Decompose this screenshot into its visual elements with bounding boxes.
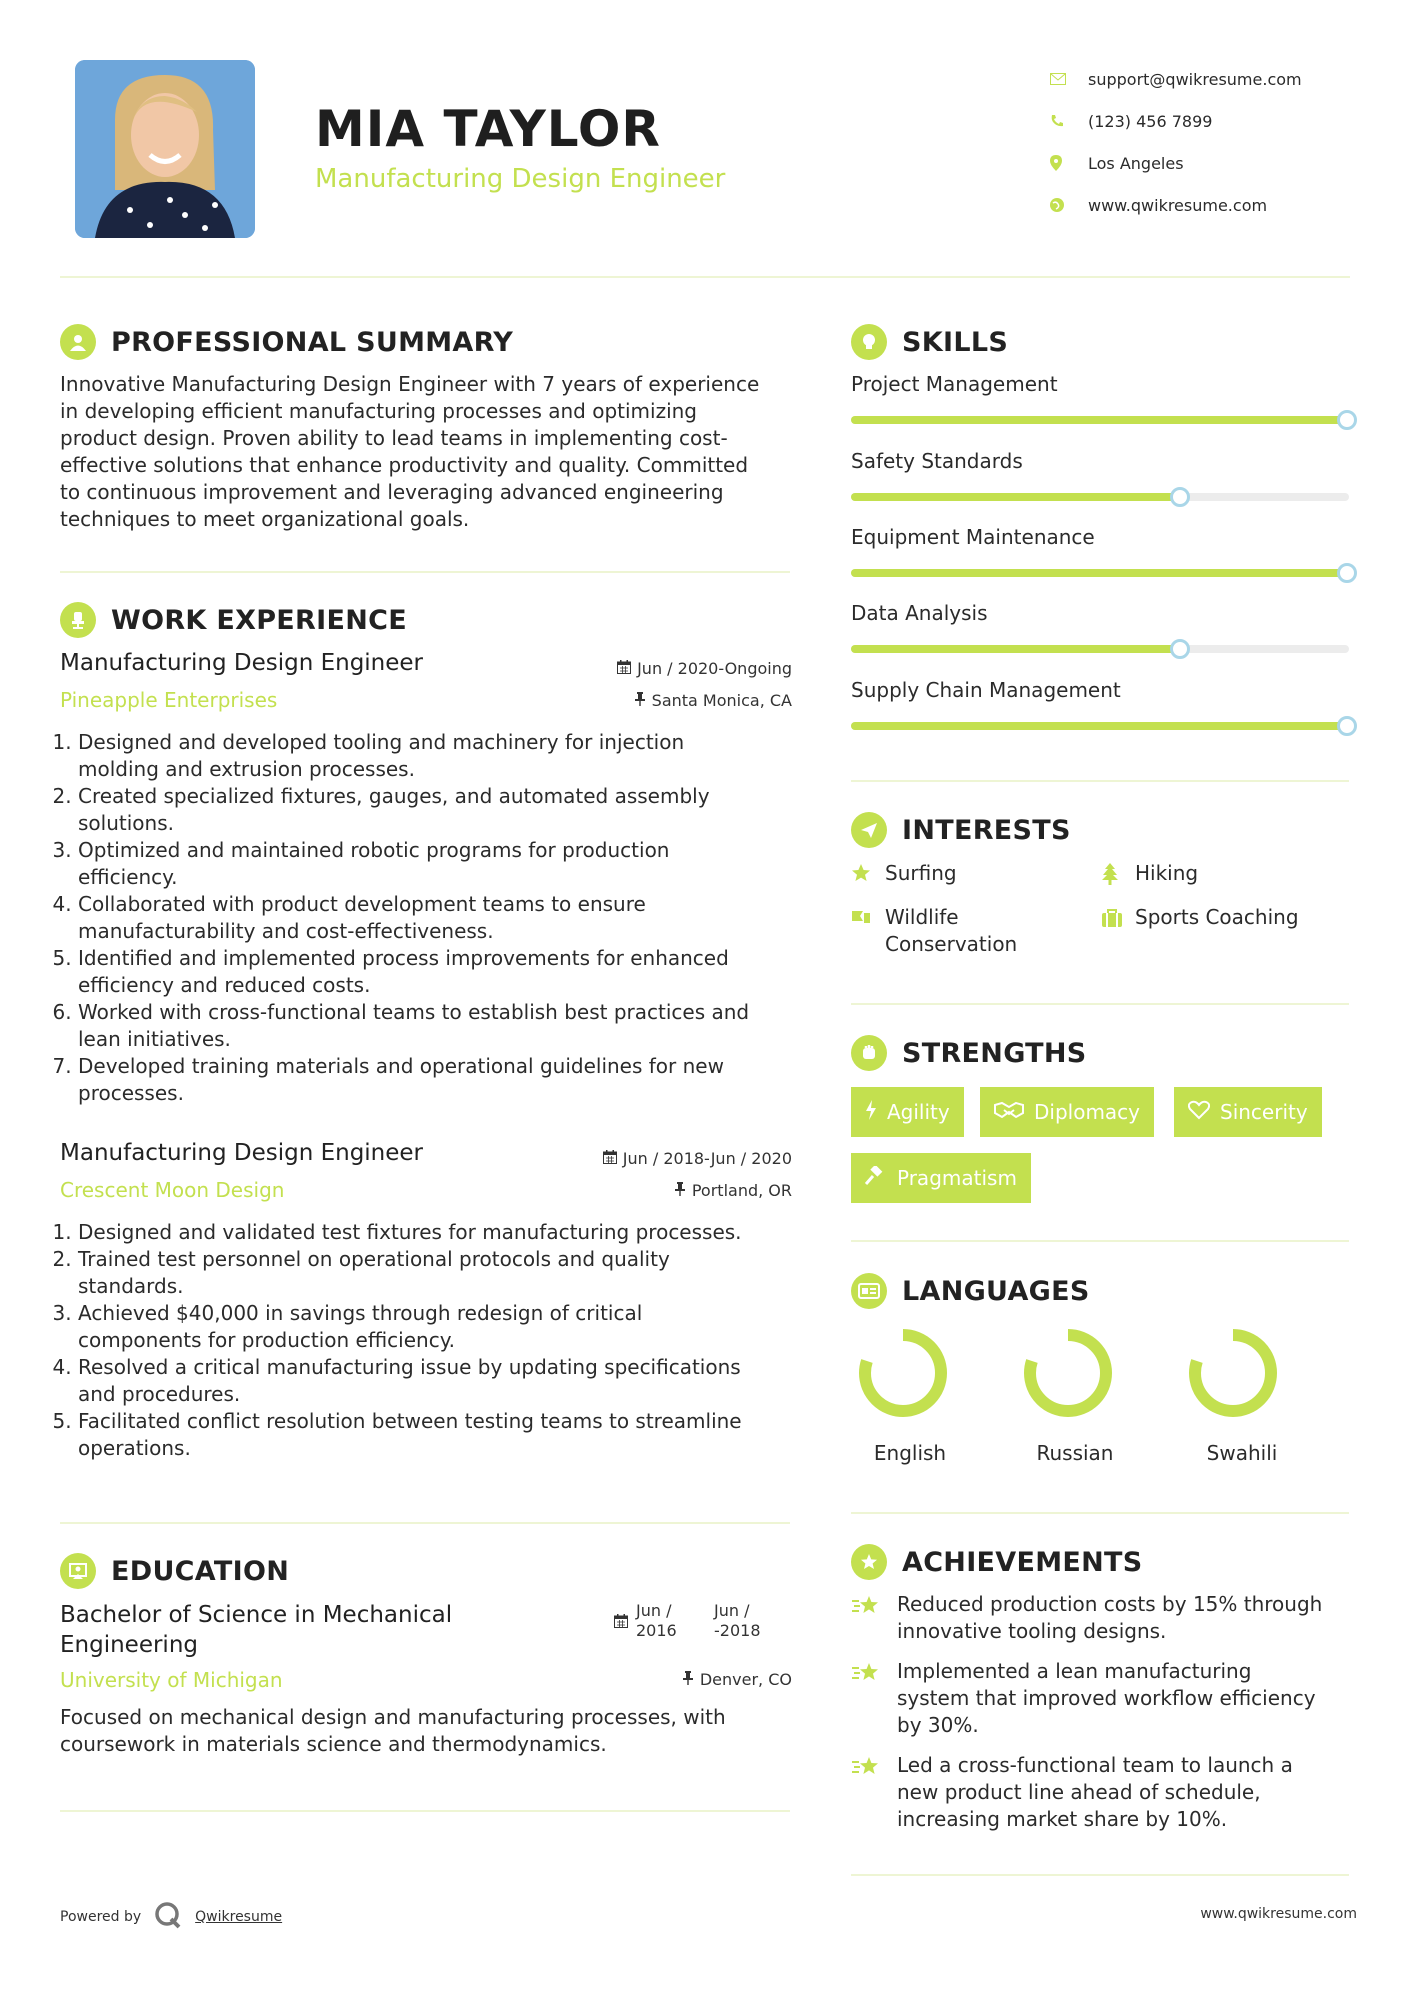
languages-heading-text: LANGUAGES xyxy=(902,1275,1090,1307)
list-item xyxy=(78,1408,800,1462)
skill-bar-knob[interactable] xyxy=(1337,716,1357,736)
calendar-icon xyxy=(614,1601,628,1641)
duty-line: 2. Trained test personnel on operational protocols and quality xyxy=(78,1247,670,1271)
skill-bar-fill xyxy=(851,493,1180,501)
contact-phone[interactable] xyxy=(1050,100,1390,142)
fist-icon xyxy=(851,1035,887,1071)
job-location xyxy=(500,1181,792,1200)
email-text: support@qwikresume.com xyxy=(1088,69,1302,89)
skill-name: Project Management xyxy=(851,372,1058,396)
skills-heading-text: SKILLS xyxy=(902,326,1009,358)
achievement-item xyxy=(851,1658,1316,1739)
duty-line: 5. Facilitated conflict resolution between testing teams to streamline xyxy=(78,1409,742,1433)
summary-line: techniques to meet organizational goals. xyxy=(60,507,470,531)
strength-label: Pragmatism xyxy=(897,1166,1017,1190)
list-item xyxy=(78,783,800,837)
list-item xyxy=(78,1354,800,1408)
qwikresume-link[interactable]: Qwikresume xyxy=(195,1909,283,1925)
envelope-icon xyxy=(1050,73,1088,85)
achievements-heading xyxy=(851,1544,1143,1580)
duty-line: 1. Designed and validated test fixtures for manufacturing processes. xyxy=(78,1220,742,1244)
duty-line: 1. Designed and developed tooling and machinery for injection xyxy=(78,730,685,754)
flag-icon xyxy=(851,904,885,958)
strength-tag-diplomacy xyxy=(980,1087,1154,1137)
summary-line: effective solutions that enhance productivity and quality. Committed xyxy=(60,453,749,477)
list-item xyxy=(78,999,800,1053)
strengths-divider xyxy=(851,1240,1349,1242)
languages-divider xyxy=(851,1512,1349,1514)
education-divider xyxy=(60,1810,790,1812)
list-item xyxy=(78,1219,800,1246)
profile-photo xyxy=(75,60,255,238)
job-dates-text: Jun / 2018-Jun / 2020 xyxy=(622,1149,792,1168)
degree xyxy=(60,1600,452,1660)
duty-line: solutions. xyxy=(78,811,174,835)
pin-icon xyxy=(634,691,646,710)
summary-heading xyxy=(60,324,513,360)
education-heading-text: EDUCATION xyxy=(111,1555,290,1587)
shooting-star-icon xyxy=(851,1752,897,1833)
summary-line: in developing efficient manufacturing processes and optimizing xyxy=(60,399,698,423)
powered-by-text: Powered by xyxy=(60,1909,142,1925)
duty-line: manufacturability and cost-effectiveness. xyxy=(78,919,494,943)
language-ring xyxy=(1188,1328,1278,1418)
school: University of Michigan xyxy=(60,1668,283,1692)
contact-website[interactable] xyxy=(1050,184,1390,226)
languages-heading xyxy=(851,1273,1090,1309)
tree-icon xyxy=(1101,860,1135,892)
trophy-star-icon xyxy=(851,1544,887,1580)
shooting-star-icon xyxy=(851,1591,897,1645)
work-heading xyxy=(60,602,407,638)
interest-label xyxy=(885,904,1017,958)
list-item xyxy=(78,837,800,891)
interest-line: Wildlife xyxy=(885,905,959,929)
skill-bar xyxy=(851,416,1349,424)
achievement-item xyxy=(851,1752,1293,1833)
edu-end-year: -2018 xyxy=(714,1621,761,1640)
work-divider xyxy=(60,1522,790,1524)
edu-desc-line: coursework in materials science and thermodynamics. xyxy=(60,1732,607,1756)
degree-line: Engineering xyxy=(60,1632,198,1658)
skill-bar-fill xyxy=(851,645,1180,653)
candidate-name: MIA TAYLOR xyxy=(315,100,661,158)
job-location xyxy=(500,691,792,710)
duty-line: 5. Identified and implemented process improvements for enhanced xyxy=(78,946,729,970)
job-location-text: Santa Monica, CA xyxy=(651,691,792,710)
lightning-icon xyxy=(865,1100,877,1125)
strengths-heading-text: STRENGTHS xyxy=(902,1037,1087,1069)
list-item xyxy=(78,1300,800,1354)
duty-line: operations. xyxy=(78,1436,191,1460)
header-divider xyxy=(60,276,1350,278)
summary-divider xyxy=(60,571,790,573)
interest-line: Hiking xyxy=(1135,861,1199,885)
list-item xyxy=(78,1053,800,1107)
interest-item xyxy=(851,904,1017,958)
education-dates xyxy=(614,1601,761,1641)
graduation-icon xyxy=(60,1553,96,1589)
duty-line: 4. Collaborated with product development teams to ensure xyxy=(78,892,646,916)
qwikresume-logo-icon xyxy=(153,1900,183,1934)
language-name: English xyxy=(873,1441,947,1465)
interest-label xyxy=(1135,904,1299,934)
interest-label xyxy=(885,860,957,890)
skill-bar xyxy=(851,569,1349,577)
edu-start-year: 2016 xyxy=(636,1621,677,1640)
list-item xyxy=(78,729,800,783)
duty-line: efficiency. xyxy=(78,865,178,889)
shooting-star-icon xyxy=(851,1658,897,1739)
achievement-line: new product line ahead of schedule, xyxy=(897,1780,1261,1804)
interest-line: Conservation xyxy=(885,932,1018,956)
language-icon xyxy=(851,1273,887,1309)
lightbulb-icon xyxy=(851,324,887,360)
heart-icon xyxy=(1188,1100,1210,1125)
skill-bar-knob[interactable] xyxy=(1170,639,1190,659)
interest-item xyxy=(1101,904,1299,934)
duty-line: standards. xyxy=(78,1274,184,1298)
edu-start xyxy=(636,1601,706,1641)
skill-bar xyxy=(851,722,1349,730)
strength-label: Sincerity xyxy=(1220,1100,1308,1124)
interest-line: Surfing xyxy=(885,861,957,885)
contact-list xyxy=(1050,58,1390,226)
interests-divider xyxy=(851,1003,1349,1005)
pin-icon xyxy=(674,1181,686,1200)
duty-line: molding and extrusion processes. xyxy=(78,757,415,781)
achievement-line: Reduced production costs by 15% through xyxy=(897,1592,1323,1616)
interest-line: Sports Coaching xyxy=(1135,905,1299,929)
education-description xyxy=(60,1704,800,1758)
summary-line: product design. Proven ability to lead teams in implementing cost- xyxy=(60,426,728,450)
skill-name: Supply Chain Management xyxy=(851,678,1121,702)
language-ring xyxy=(858,1328,948,1418)
duty-line: components for production efficiency. xyxy=(78,1328,456,1352)
footer-website[interactable]: www.qwikresume.com xyxy=(1200,1906,1357,1922)
job-role: Manufacturing Design Engineer xyxy=(60,1140,424,1166)
job-location-text: Portland, OR xyxy=(691,1181,792,1200)
briefcase-icon xyxy=(1101,904,1135,934)
strengths-heading xyxy=(851,1035,1087,1071)
education-heading xyxy=(60,1553,289,1589)
achievement-line: innovative tooling designs. xyxy=(897,1619,1167,1643)
skill-bar-fill xyxy=(851,416,1349,424)
edu-end xyxy=(714,1601,761,1641)
summary-line: Innovative Manufacturing Design Engineer with 7 years of experience xyxy=(60,372,760,396)
achievements-heading-text: ACHIEVEMENTS xyxy=(902,1546,1143,1578)
handshake-icon xyxy=(994,1100,1024,1124)
list-item xyxy=(78,891,800,945)
skill-bar-fill xyxy=(851,722,1349,730)
duty-line: and procedures. xyxy=(78,1382,241,1406)
strength-label: Agility xyxy=(887,1100,950,1124)
duty-line: 3. Optimized and maintained robotic programs for production xyxy=(78,838,670,862)
interest-item xyxy=(1101,860,1198,892)
skill-bar xyxy=(851,645,1349,653)
achievement-line: Led a cross-functional team to launch a xyxy=(897,1753,1293,1777)
website-text: www.qwikresume.com xyxy=(1088,195,1268,215)
duty-line: 6. Worked with cross-functional teams to establish best practices and xyxy=(78,1000,750,1024)
chair-icon xyxy=(60,602,96,638)
skills-divider xyxy=(851,780,1349,782)
job-company: Pineapple Enterprises xyxy=(60,688,278,712)
strength-tag-sincerity xyxy=(1174,1087,1322,1137)
skill-bar-knob[interactable] xyxy=(1170,487,1190,507)
achievements-divider xyxy=(851,1874,1349,1876)
pin-icon xyxy=(682,1670,694,1689)
achievement-item xyxy=(851,1591,1322,1645)
footer-powered-by xyxy=(60,1900,282,1934)
work-heading-text: WORK EXPERIENCE xyxy=(111,604,407,636)
phone-icon xyxy=(1050,114,1088,128)
skill-name: Safety Standards xyxy=(851,449,1023,473)
job-duties xyxy=(60,1219,800,1462)
duty-line: 3. Achieved $40,000 in savings through redesign of critical xyxy=(78,1301,643,1325)
edu-end-month: Jun / xyxy=(714,1601,750,1620)
duty-line: 7. Developed training materials and operational guidelines for new xyxy=(78,1054,724,1078)
summary-heading-text: PROFESSIONAL SUMMARY xyxy=(111,326,514,358)
achievement-text xyxy=(897,1752,1293,1833)
achievement-line: system that improved workflow efficiency xyxy=(897,1686,1316,1710)
contact-location xyxy=(1050,142,1390,184)
duty-line: lean initiatives. xyxy=(78,1027,231,1051)
job-dates xyxy=(500,659,792,678)
duty-line: 2. Created specialized fixtures, gauges, and automated assembly xyxy=(78,784,710,808)
language-ring xyxy=(1023,1328,1113,1418)
achievement-line: increasing market share by 10%. xyxy=(897,1807,1228,1831)
paper-plane-icon xyxy=(851,812,887,848)
achievement-text xyxy=(897,1658,1316,1739)
calendar-icon xyxy=(603,1149,617,1168)
interests-heading xyxy=(851,812,1071,848)
gavel-icon xyxy=(865,1166,887,1191)
summary-text xyxy=(60,371,800,533)
edu-start-month: Jun / xyxy=(636,1601,672,1620)
job-dates-text: Jun / 2020-Ongoing xyxy=(637,659,792,678)
contact-email[interactable] xyxy=(1050,58,1390,100)
achievement-text xyxy=(897,1591,1322,1645)
skill-bar-knob[interactable] xyxy=(1337,563,1357,583)
star-icon xyxy=(851,860,885,890)
summary-line: to continuous improvement and leveraging advanced engineering xyxy=(60,480,724,504)
achievement-line: Implemented a lean manufacturing xyxy=(897,1659,1252,1683)
interests-heading-text: INTERESTS xyxy=(902,814,1071,846)
edu-desc-line: Focused on mechanical design and manufacturing processes, with xyxy=(60,1705,726,1729)
skill-bar xyxy=(851,493,1349,501)
skills-heading xyxy=(851,324,1008,360)
list-item xyxy=(78,1246,800,1300)
strength-label: Diplomacy xyxy=(1034,1100,1141,1124)
job-company: Crescent Moon Design xyxy=(60,1178,285,1202)
interest-label xyxy=(1135,860,1198,892)
candidate-title: Manufacturing Design Engineer xyxy=(315,164,726,194)
location-text: Los Angeles xyxy=(1088,153,1184,173)
education-location-text: Denver, CO xyxy=(699,1670,792,1689)
map-pin-icon xyxy=(1050,155,1088,171)
strength-tag-pragmatism xyxy=(851,1153,1031,1203)
achievement-line: by 30%. xyxy=(897,1713,979,1737)
skill-name: Equipment Maintenance xyxy=(851,525,1095,549)
language-name: Russian xyxy=(1036,1441,1114,1465)
globe-icon xyxy=(1050,198,1088,212)
list-item xyxy=(78,945,800,999)
strength-tag-agility xyxy=(851,1087,964,1137)
job-role: Manufacturing Design Engineer xyxy=(60,650,424,676)
degree-line: Bachelor of Science in Mechanical xyxy=(60,1602,453,1628)
duty-line: efficiency and reduced costs. xyxy=(78,973,371,997)
skill-name: Data Analysis xyxy=(851,601,988,625)
calendar-icon xyxy=(617,659,631,678)
skill-bar-knob[interactable] xyxy=(1337,410,1357,430)
interest-item xyxy=(851,860,957,890)
phone-text: (123) 456 7899 xyxy=(1088,111,1213,131)
education-location xyxy=(500,1670,792,1689)
language-name: Swahili xyxy=(1206,1441,1278,1465)
duty-line: processes. xyxy=(78,1081,184,1105)
job-dates xyxy=(500,1149,792,1168)
job-duties xyxy=(60,729,800,1107)
duty-line: 4. Resolved a critical manufacturing issue by updating specifications xyxy=(78,1355,741,1379)
skill-bar-fill xyxy=(851,569,1349,577)
user-icon xyxy=(60,324,96,360)
